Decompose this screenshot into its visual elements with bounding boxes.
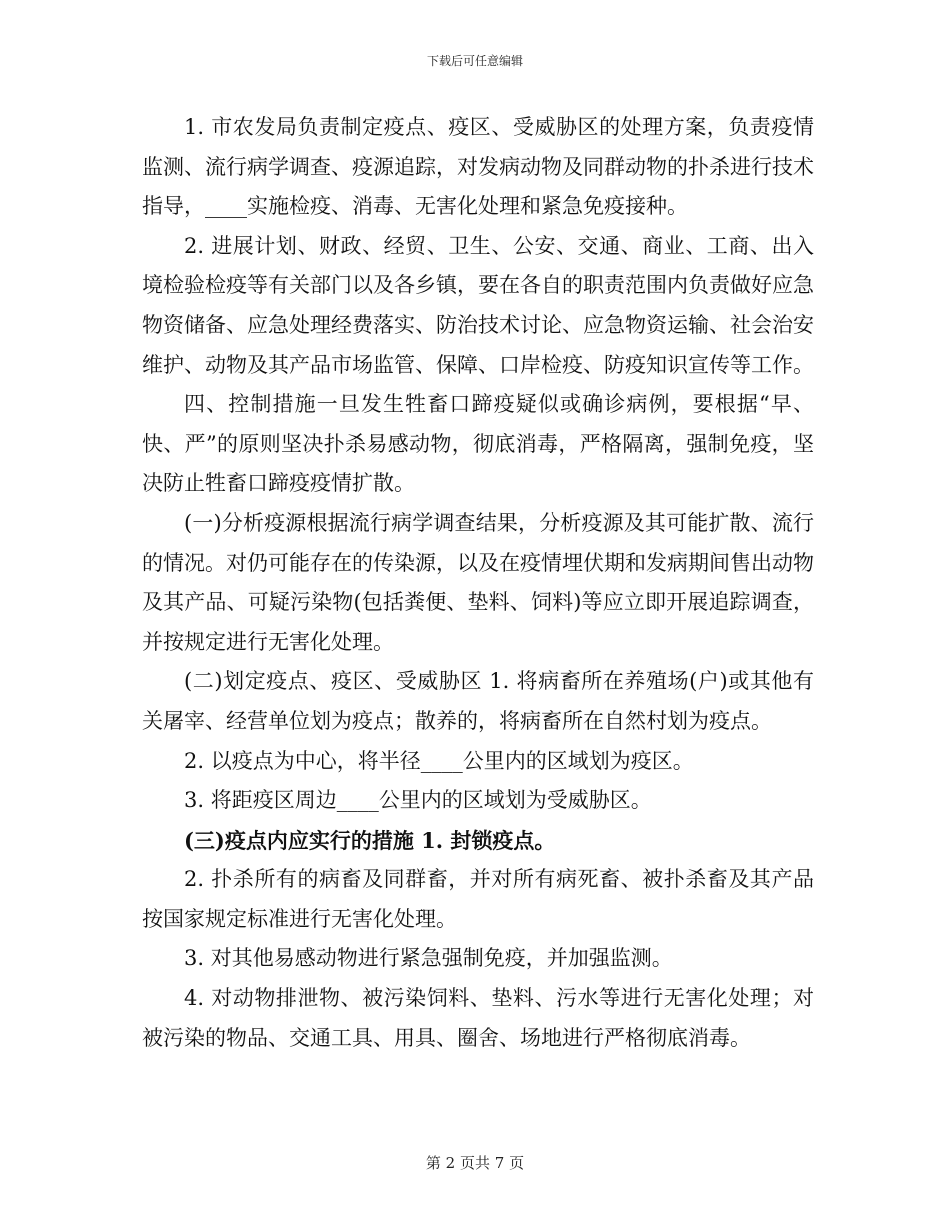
paragraph: 4. 对动物排泄物、被污染饲料、垫料、污水等进行无害化处理；对被污染的物品、交通工具、用具、圈舍、场地进行严格彻底消毒。 (142, 986, 814, 1050)
paragraph: 3. 将距疫区周边____公里内的区域划为受威胁区。 (184, 788, 652, 813)
paragraph: 2. 以疫点为中心，将半径____公里内的区域划为疫区。 (184, 748, 694, 773)
subsection-heading-paragraph: (三)疫点内应实行的措施 1. 封锁疫点。 (184, 827, 556, 853)
paragraph: (二)划定疫点、疫区、受威胁区 1. 将病畜所在养殖场(户)或其他有关屠宰、经营单位划为疫点；散养的，将病畜所在自然村划为疫点。 (142, 669, 814, 733)
paragraph: 2. 扑杀所有的病畜及同群畜，并对所有病死畜、被扑杀畜及其产品按国家规定标准进行无害化处理。 (142, 867, 814, 931)
paragraph: 1. 市农发局负责制定疫点、疫区、受威胁区的处理方案，负责疫情监测、流行病学调查、疫源追踪，对发病动物及同群动物的扑杀进行技术指导，____实施检疫、消毒、无害化处理和紧急免疫接种。 (142, 115, 814, 219)
document-body (142, 108, 814, 1058)
paragraph: (一)分析疫源根据流行病学调查结果，分析疫源及其可能扩散、流行的情况。对仍可能存在的传染源，以及在疫情埋伏期和发病期间售出动物及其产品、可疑污染物(包括粪便、垫料、饲料)等应立即开展追踪调查，并按规定进行无害化处理。 (142, 510, 814, 654)
paragraph: 2. 进展计划、财政、经贸、卫生、公安、交通、商业、工商、出入境检验检疫等有关部门以及各乡镇，要在各自的职责范围内负责做好应急物资储备、应急处理经费落实、防治技术讨论、应急物资运输、社会治安维护、动物及其产品市场监管、保障、口岸检疫、防疫知识宣传等工作。 (142, 233, 814, 377)
page-footer: 第 2 页共 7 页 (425, 1154, 525, 1172)
section-heading-paragraph: 四、控制措施一旦发生牲畜口蹄疫疑似或确诊病例，要根据“早、快、严”的原则坚决扑杀易感动物，彻底消毒，严格隔离，强制免疫，坚决防止牲畜口蹄疫疫情扩散。 (142, 392, 814, 496)
page-header: 下载后可任意编辑 (426, 54, 523, 68)
paragraph: 3. 对其他易感动物进行紧急强制免疫，并加强监测。 (184, 946, 673, 971)
